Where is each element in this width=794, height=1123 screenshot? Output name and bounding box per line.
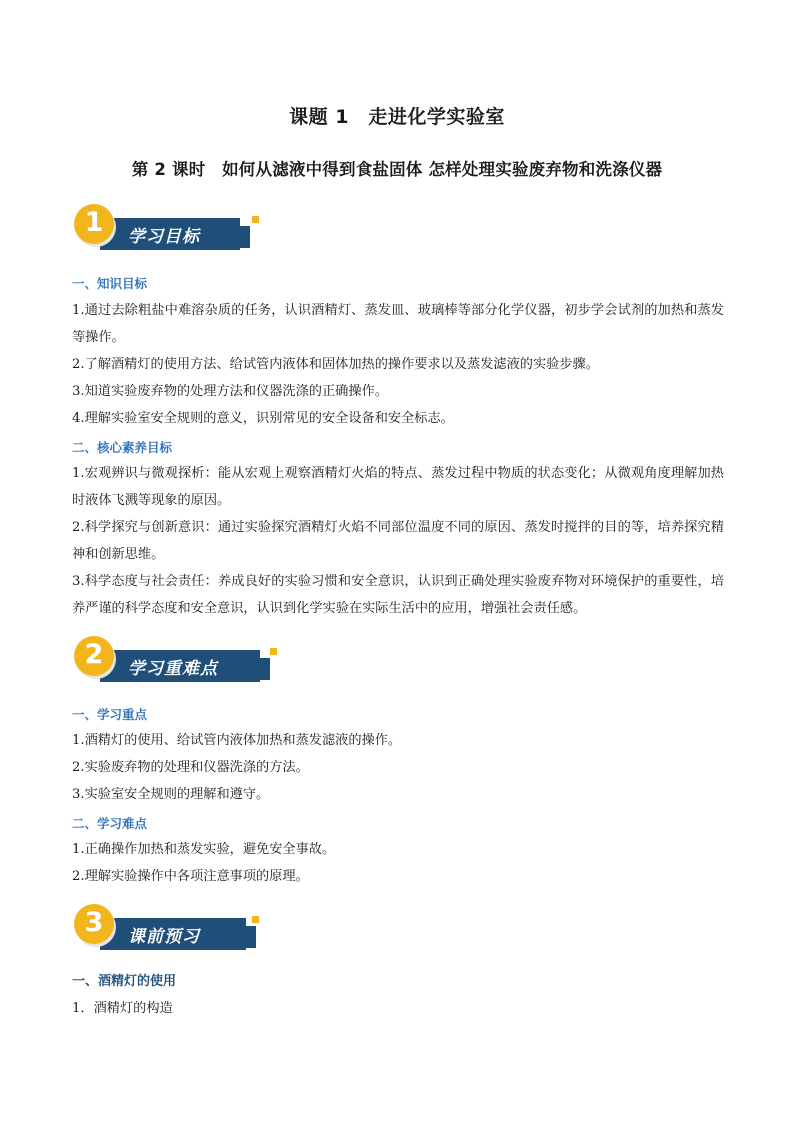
- banner-tail: [246, 926, 256, 948]
- banner-tail: [240, 226, 250, 248]
- banner-accent-square: [252, 916, 259, 923]
- difficulty-item-2: 2.理解实验操作中各项注意事项的原理。: [72, 869, 309, 884]
- banner-accent-square: [270, 648, 277, 655]
- knowledge-goals-heading: 一、知识目标: [72, 276, 148, 291]
- banner-tail: [260, 658, 270, 680]
- difficulty-heading: 二、学习难点: [72, 816, 148, 831]
- knowledge-goal-3: 3.知道实验废弃物的处理方法和仪器洗涤的正确操作。: [72, 384, 388, 399]
- core-goals-heading: 二、核心素养目标: [72, 440, 173, 455]
- preview-item-1: 1．酒精灯的构造: [72, 1001, 173, 1016]
- core-goal-3: 3.科学态度与社会责任：养成良好的实验习惯和安全意识，认识到正确处理实验废弃物对环境保护的重要性，培养严谨的科学态度和安全意识，认识到化学实验在实际生活中的应用，增强社会责任感。: [72, 574, 724, 616]
- focus-item-3: 3.实验室安全规则的理解和遵守。: [72, 787, 270, 802]
- section-number-badge: 1: [74, 204, 114, 244]
- knowledge-goal-1: 1.通过去除粗盐中难溶杂质的任务，认识酒精灯、蒸发皿、玻璃棒等部分化学仪器，初步学会试剂的加热和蒸发等操作。: [72, 303, 724, 345]
- focus-item-2: 2.实验废弃物的处理和仪器洗涤的方法。: [72, 760, 309, 775]
- knowledge-goal-4: 4.理解实验室安全规则的意义，识别常见的安全设备和安全标志。: [72, 411, 454, 426]
- section-banner-preview: [74, 904, 274, 960]
- page-subtitle: 第 2 课时 如何从滤液中得到食盐固体 怎样处理实验废弃物和洗涤仪器: [131, 160, 663, 179]
- banner-bar: [100, 918, 246, 950]
- banner-label: 课前预习: [128, 927, 200, 947]
- page-title: 课题 1 走进化学实验室: [289, 106, 505, 128]
- section-banner-goals: [74, 204, 274, 260]
- banner-label: 学习重难点: [128, 659, 218, 679]
- section-number-badge: 3: [74, 904, 114, 944]
- banner-bar: [100, 650, 260, 682]
- section-number-badge: 2: [74, 636, 114, 676]
- core-goal-2: 2.科学探究与创新意识：通过实验探究酒精灯火焰不同部位温度不同的原因、蒸发时搅拌的目的等，培养探究精神和创新思维。: [72, 520, 724, 562]
- focus-heading: 一、学习重点: [72, 707, 148, 722]
- banner-label: 学习目标: [128, 227, 200, 247]
- section-banner-keypoints: [74, 636, 274, 692]
- banner-accent-square: [252, 216, 259, 223]
- difficulty-item-1: 1.正确操作加热和蒸发实验，避免安全事故。: [72, 842, 336, 857]
- knowledge-goal-2: 2.了解酒精灯的使用方法、给试管内液体和固体加热的操作要求以及蒸发滤液的实验步骤。: [72, 357, 599, 372]
- focus-item-1: 1.酒精灯的使用、给试管内液体加热和蒸发滤液的操作。: [72, 733, 402, 748]
- core-goal-1: 1.宏观辨识与微观探析：能从宏观上观察酒精灯火焰的特点、蒸发过程中物质的状态变化；从微观角度理解加热时液体飞溅等现象的原因。: [72, 466, 724, 508]
- preview-heading: 一、酒精灯的使用: [72, 974, 177, 989]
- banner-bar: [100, 218, 240, 250]
